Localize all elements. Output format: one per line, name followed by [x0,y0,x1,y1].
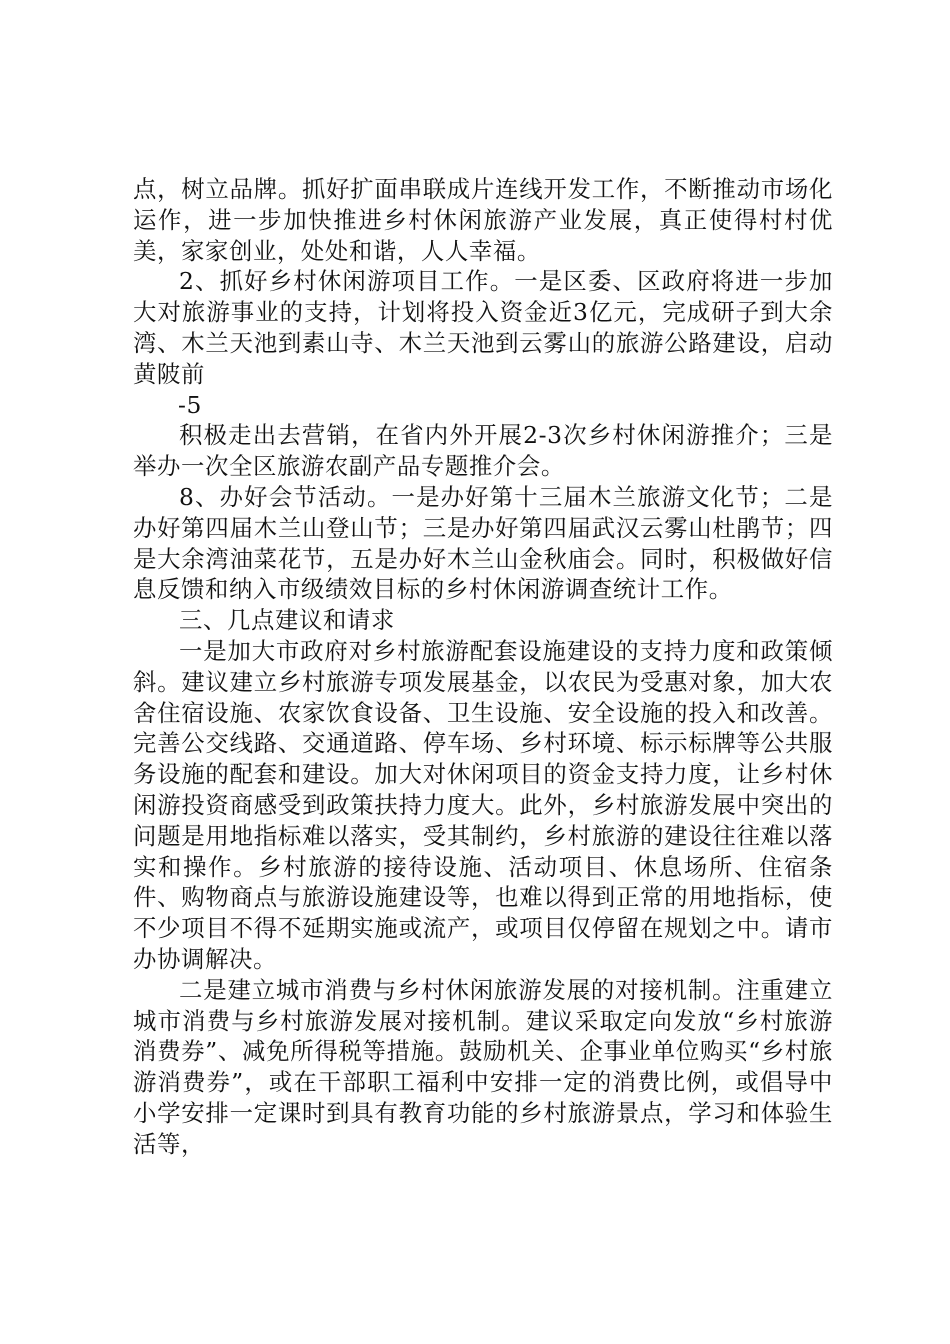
document-body [133,174,833,1160]
paragraph-marketing: 积极走出去营销，在省内外开展2-3次乡村休闲游推介；三是举办一次全区旅游农副产品专题推介会。 [133,421,833,481]
paragraph-intro-continuation: 点，树立品牌。抓好扩面串联成片连线开发工作，不断推动市场化运作，进一步加快推进乡村休闲旅游产业发展，真正使得村村优美，家家创业，处处和谐，人人幸福。 [133,175,833,265]
page-number: -5 [178,390,202,419]
paragraph-item-2: 2、抓好乡村休闲游项目工作。一是区委、区政府将进一步加大对旅游事业的支持，计划将投入资金近3亿元，完成研子到大余湾、木兰天池到素山寺、木兰天池到云雾山的旅游公路建设，启动黄陂前 [133,267,833,388]
paragraph-suggestion-2: 二是建立城市消费与乡村休闲旅游发展的对接机制。注重建立城市消费与乡村旅游发展对接机制。建议采取定向发放“乡村旅游消费券”、减免所得税等措施。鼓励机关、企事业单位购买“乡村旅游消费券”，或在干部职工福利中安排一定的消费比例，或倡导中小学安排一定课时到具有教育功能的乡村旅游景点，学习和体验生活等， [133,975,833,1158]
paragraph-item-8: 8、办好会节活动。一是办好第十三届木兰旅游文化节；二是办好第四届木兰山登山节；三是办好第四届武汉云雾山杜鹃节；四是大余湾油菜花节，五是办好木兰山金秋庙会。同时，积极做好信息反馈和纳入市级绩效目标的乡村休闲游调查统计工作。 [133,482,833,604]
paragraph-suggestion-1: 一是加大市政府对乡村旅游配套设施建设的支持力度和政策倾斜。建议建立乡村旅游专项发展基金，以农民为受惠对象，加大农舍住宿设施、农家饮食设备、卫生设施、安全设施的投入和改善。完善公交线路、交通道路、停车场、乡村环境、标示标牌等公共服务设施的配套和建设。加大对休闲项目的资金支持力度，让乡村休闲游投资商感受到政策扶持力度大。此外，乡村旅游发展中突出的问题是用地指标难以落实，受其制约，乡村旅游的建设往往难以落实和操作。乡村旅游的接待设施、活动项目、休息场所、住宿条件、购物商点与旅游设施建设等，也难以得到正常的用地指标，使不少项目不得不延期实施或流产，或项目仅停留在规划之中。请市办协调解决。 [133,636,833,973]
section-heading-suggestions: 三、几点建议和请求 [179,606,395,635]
